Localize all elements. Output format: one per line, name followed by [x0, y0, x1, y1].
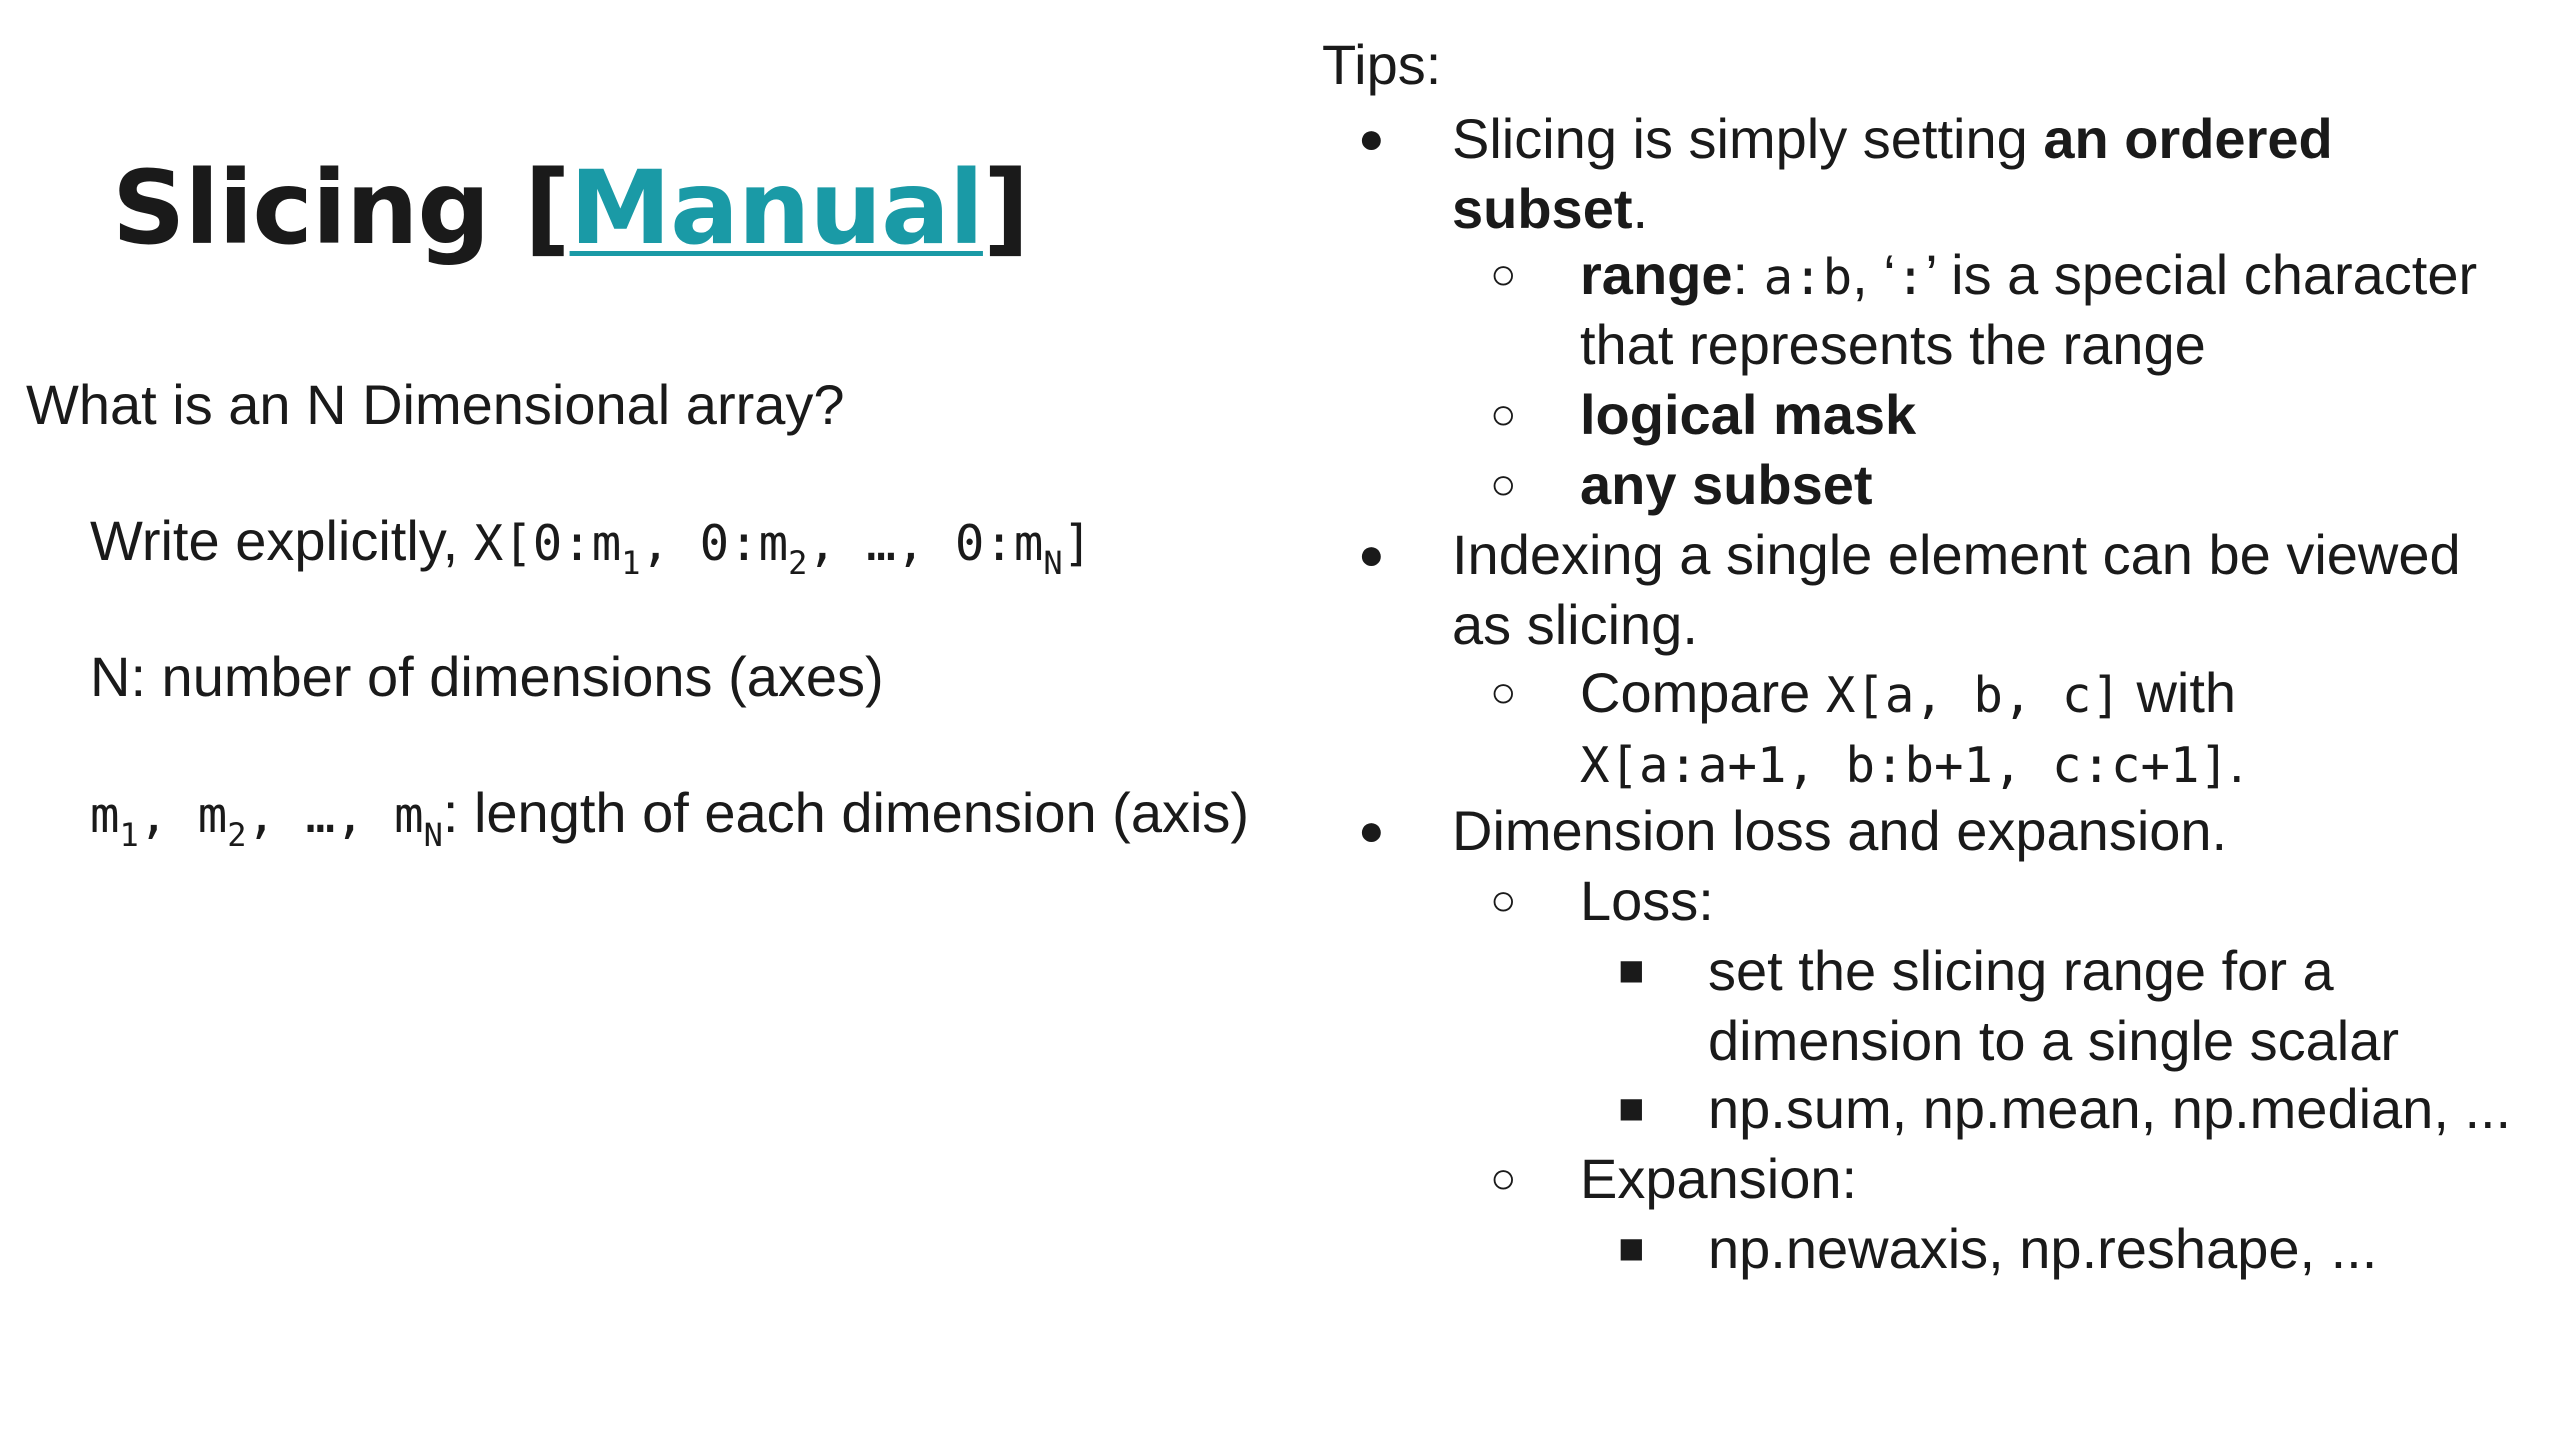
code-part: X[0:m	[473, 515, 622, 572]
tip-text: Compare	[1580, 661, 1826, 724]
slice-code	[473, 515, 1093, 582]
tip-text: , ‘	[1852, 243, 1896, 306]
write-explicitly-line	[90, 506, 1092, 584]
tips-heading: Tips:	[1322, 33, 1442, 96]
bullet-icon: ●	[1358, 806, 1385, 855]
tip-text: .	[1632, 177, 1649, 240]
circle-bullet-icon: ○	[1490, 876, 1517, 925]
tip-any-subset: any subset	[1580, 453, 1873, 516]
circle-bullet-icon: ○	[1490, 668, 1517, 717]
circle-bullet-icon: ○	[1490, 460, 1517, 509]
tip-expansion: Expansion:	[1580, 1147, 1858, 1210]
tip-bold: an ordered	[2043, 107, 2333, 170]
title-suffix: ]	[982, 149, 1029, 268]
tip-logical-mask: logical mask	[1580, 383, 1917, 446]
subscript: N	[423, 816, 443, 854]
tip-text: :	[1732, 243, 1764, 306]
tip-bold: subset	[1452, 177, 1633, 240]
tip-slicing-line2	[1452, 174, 1648, 244]
page-title	[112, 148, 1029, 270]
tip-text: .	[2229, 731, 2245, 794]
code-part: m	[90, 787, 120, 844]
range-code: a:b	[1763, 249, 1853, 306]
code-part: , …, m	[246, 787, 424, 844]
tip-range-line1	[1580, 240, 2477, 313]
subscript: 1	[621, 544, 641, 582]
circle-bullet-icon: ○	[1490, 250, 1517, 299]
tip-range-line2: that represents the range	[1580, 313, 2206, 376]
tip-indexing-line1: Indexing a single element can be viewed	[1452, 523, 2461, 586]
subscript: N	[1043, 544, 1063, 582]
n-definition: N: number of dimensions (axes)	[90, 645, 884, 708]
m-definition-text: : length of each dimension (axis)	[442, 781, 1250, 844]
compare-code: X[a:a+1, b:b+1, c:c+1]	[1580, 737, 2230, 794]
tip-loss: Loss:	[1580, 869, 1714, 932]
tip-expansion-item1: np.newaxis, np.reshape, ...	[1708, 1217, 2378, 1280]
tip-loss-item1-line2: dimension to a single scalar	[1708, 1009, 2400, 1072]
code-part: , …, 0:m	[807, 515, 1044, 572]
subscript: 1	[119, 816, 139, 854]
write-explicitly-label: Write explicitly,	[90, 509, 474, 572]
subscript: 2	[788, 544, 808, 582]
tip-text: with	[2120, 661, 2237, 724]
tip-loss-item2: np.sum, np.mean, np.median, ...	[1708, 1077, 2512, 1140]
circle-bullet-icon: ○	[1490, 1154, 1517, 1203]
square-bullet-icon: ■	[1618, 946, 1645, 995]
bullet-icon: ●	[1358, 530, 1385, 579]
tip-indexing-line2: as slicing.	[1452, 593, 1698, 656]
code-part: , m	[138, 787, 228, 844]
subscript: 2	[227, 816, 247, 854]
m-definition	[90, 778, 1249, 856]
code-part: , 0:m	[640, 515, 789, 572]
square-bullet-icon: ■	[1618, 1224, 1645, 1273]
tip-dimension: Dimension loss and expansion.	[1452, 799, 2228, 862]
code-part: ]	[1062, 515, 1093, 572]
colon-code: :	[1895, 249, 1926, 306]
tip-slicing-line1	[1452, 104, 2333, 174]
m-code	[90, 787, 443, 854]
manual-link[interactable]: Manual	[569, 149, 983, 268]
tip-text: ’ is a special character	[1925, 243, 2478, 306]
bullet-icon: ●	[1358, 114, 1385, 163]
square-bullet-icon: ■	[1618, 1084, 1645, 1133]
range-label: range	[1580, 243, 1733, 306]
tip-text: Slicing is simply setting	[1452, 107, 2044, 170]
compare-code: X[a, b, c]	[1825, 667, 2121, 724]
tip-compare-line1	[1580, 658, 2236, 731]
tip-compare-line2	[1580, 728, 2245, 801]
tip-loss-item1-line1: set the slicing range for a	[1708, 939, 2334, 1002]
question-text: What is an N Dimensional array?	[26, 373, 845, 436]
circle-bullet-icon: ○	[1490, 390, 1517, 439]
title-prefix: Slicing [	[112, 149, 570, 268]
